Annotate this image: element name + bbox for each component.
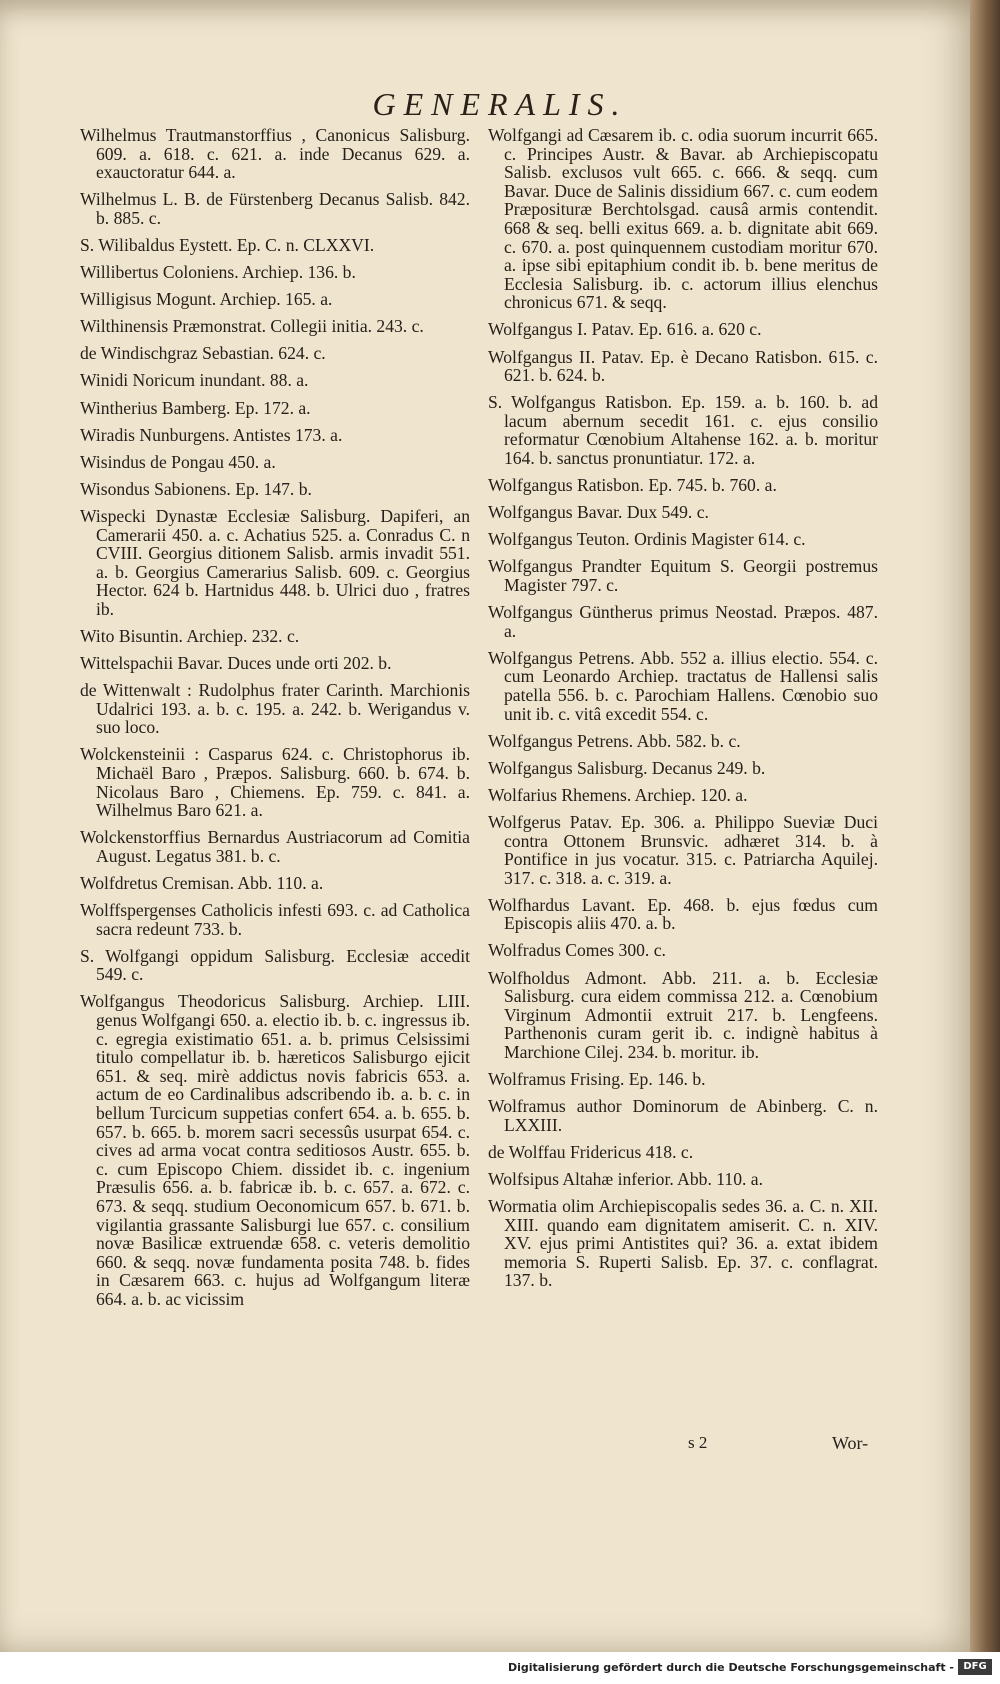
index-entry: Wolfholdus Admont. Abb. 211. a. b. Ecclesiæ Salisburg. cura eidem commissa 212. a. Cœnobium Virginum Admontii extruit 217. b. Lengfeens. Parthenonis curam gerit ib. c. indignè habitus à Marchione Cilej. 234. b. moritur. ib. — [488, 967, 878, 1062]
index-column-left — [80, 126, 470, 1317]
index-entry: Wolfgangus Theodoricus Salisburg. Archiep. LIII. genus Wolfgangi 650. a. electio ib. b. c. ingressus ib. c. egregia existimatio 651. a. b. primus Celsissimi titulo compellatur ib. b. hæreticos Salisburgo ejicit 651. & seq. mirè addictus novis fabricis 653. a. actum de eo Cardinalibus adscribendo ib. a. b. c. in bellum Turcicum suppetias confert 654. a. b. 655. b. 657. b. 665. b. morem sacri secessûs usurpat 654. c. cives ad arma vocat contra seditiosos Austr. 655. b. c. cum Episcopo Chiem. dissidet ib. c. ingenium Præsulis 656. a. b. fabricæ ib. b. c. 657. a. 672. c. 673. & seqq. studium Oeconomicum 657. b. 671. b. vigilantia grassante Salisburgi lue 657. c. consilium novæ Basilicæ extruendæ 658. c. veteris demolitio 660. & seqq. novæ fundamenta posita 748. b. fides in Cæsarem 663. c. hujus ad Wolfgangum literæ 664. a. b. ac vicissim — [80, 991, 470, 1309]
index-entry: Wolfgangus Güntherus primus Neostad. Præpos. 487. a. — [488, 602, 878, 641]
index-entry: de Windischgraz Sebastian. 624. c. — [80, 343, 326, 364]
signature-mark: s 2 — [688, 1433, 708, 1452]
index-entry: Wiradis Nunburgens. Antistes 173. a. — [80, 424, 343, 445]
index-entry: S. Wolfgangus Ratisbon. Ep. 159. a. b. 160. b. ad lacum abernum secedit 161. c. ejus consilio reformatur Cœnobium Altahense 162. a. b. moritur 164. b. sanctus pronuntiatur. 172. a. — [488, 392, 878, 468]
index-entry: Wolframus author Dominorum de Abinberg. C. n. LXXIII. — [488, 1096, 878, 1135]
index-entry: Wolfgangus Salisburg. Decanus 249. b. — [488, 757, 766, 778]
digitization-footer — [0, 1652, 1000, 1684]
index-entry: de Wolffau Fridericus 418. c. — [488, 1141, 694, 1162]
index-entry: Wolfsipus Altahæ inferior. Abb. 110. a. — [488, 1168, 764, 1189]
page-header: GENERALIS. — [372, 86, 628, 122]
index-entry: Wolckensteinii : Casparus 624. c. Christophorus ib. Michaël Baro , Præpos. Salisburg. 660. b. 674. b. Nicolaus Baro , Chiemens. Ep. 759. c. 841. a. Wilhelmus Baro 621. a. — [80, 744, 470, 821]
index-entry: Willigisus Mogunt. Archiep. 165. a. — [80, 289, 333, 310]
index-entry: Willibertus Coloniens. Archiep. 136. b. — [80, 262, 356, 283]
index-entry: de Wittenwalt : Rudolphus frater Carinth. Marchionis Udalrici 193. a. b. c. 195. a. 242. b. Werigandus v. suo loco. — [80, 680, 470, 738]
index-entry: Wito Bisuntin. Archiep. 232. c. — [80, 625, 300, 646]
index-entry: Wolfgangus Prandter Equitum S. Georgii postremus Magister 797. c. — [488, 556, 878, 595]
footer-credit: Digitalisierung gefördert durch die Deutsche Forschungsgemeinschaft - — [507, 1661, 954, 1674]
index-entry: Wintherius Bamberg. Ep. 172. a. — [80, 397, 311, 418]
index-entry: Wolfgangus I. Patav. Ep. 616. a. 620 c. — [488, 319, 762, 340]
index-entry: Wolfarius Rhemens. Archiep. 120. a. — [488, 784, 748, 805]
index-entry: Wilhelmus Trautmanstorffius , Canonicus Salisburg. 609. a. 618. c. 621. a. inde Decanus 629. a. exauctoratur 644. a. — [80, 125, 470, 183]
index-entry: Wisondus Sabionens. Ep. 147. b. — [80, 478, 312, 499]
index-entry: S. Wilibaldus Eystett. Ep. C. n. CLXXVI. — [80, 234, 375, 255]
catchword: Wor- — [832, 1433, 869, 1453]
dfg-logo: DFG — [958, 1659, 992, 1675]
index-entry: Wittelspachii Bavar. Duces unde orti 202. b. — [80, 653, 392, 674]
index-entry: Wolfgangus Ratisbon. Ep. 745. b. 760. a. — [488, 475, 777, 496]
index-entry: Wolfgerus Patav. Ep. 306. a. Philippo Sueviæ Duci contra Ottonem Brunsvic. adhæret 314. b. à Pontifice in jus vocatur. 315. c. Patriarcha Aquilej. 317. c. 318. a. c. 319. a. — [488, 811, 878, 888]
index-entry: S. Wolfgangi oppidum Salisburg. Ecclesiæ accedit 549. c. — [80, 945, 470, 985]
index-entry: Wolckenstorffius Bernardus Austriacorum ad Comitia August. Legatus 381. b. c. — [80, 827, 470, 866]
index-entry: Wolfgangus Petrens. Abb. 552 a. illius electio. 554. c. cum Leonardo Archiep. tractatus de Hallensi salis patella 556. b. c. Parochiam Hallens. Cœnobio suo unit ib. c. vitâ excedit 554. c. — [488, 647, 878, 724]
index-entry: Wolfgangus Bavar. Dux 549. c. — [488, 502, 709, 523]
index-entry: Wilhelmus L. B. de Fürstenberg Decanus Salisb. 842. b. 885. c. — [80, 189, 470, 228]
index-entry: Wolfgangus II. Patav. Ep. è Decano Ratisbon. 615. c. 621. b. 624. b. — [488, 346, 878, 386]
index-entry: Wispecki Dynastæ Ecclesiæ Salisburg. Dapiferi, an Camerarii 450. a. c. Achatius 525. a. Conradus C. n CVIII. Georgius ditionem Salisb. armis invadit 551. a. b. Georgius Camerarius Salisb. 609. c. Georgius Hector. 624 b. Hartnidus 448. b. Ulrici duo , fratres ib. — [80, 505, 470, 619]
index-entry: Wolfgangus Petrens. Abb. 582. b. c. — [488, 730, 741, 751]
index-entry: Wisindus de Pongau 450. a. — [80, 451, 276, 472]
index-entry: Wilthinensis Præmonstrat. Collegii initia. 243. c. — [80, 316, 424, 337]
index-entry: Wolfradus Comes 300. c. — [488, 940, 666, 961]
index-entry: Wolfhardus Lavant. Ep. 468. b. ejus fœdus cum Episcopis aliis 470. a. b. — [488, 894, 878, 934]
index-entry: Wolframus Frising. Ep. 146. b. — [488, 1069, 706, 1090]
index-entry: Wolfdretus Cremisan. Abb. 110. a. — [80, 873, 324, 893]
index-entry: Wolfgangus Teuton. Ordinis Magister 614. c. — [488, 529, 806, 550]
index-entry: Wolfgangi ad Cæsarem ib. c. odia suorum incurrit 665. c. Principes Austr. & Bavar. ab Archiepiscopatu Salisb. exclusos vult 665. c. 666. & seqq. cum Bavar. Duce de Salinis dissidium 667. c. cum eodem Præposituræ Berchtolsgad. causâ armis contendit. 668 & seq. belli exitus 669. a. b. dignitate abit 669. c. 670. a. post quinquennem custodiam moritur 670. a. ipse sibi epitaphium condit ib. b. bene meritus de Ecclesia Salisburg. ib. c. actorum illius elenchus chronicus 671. & seqq. — [488, 125, 878, 313]
page-edge — [970, 0, 1000, 1652]
index-entry: Winidi Noricum inundant. 88. a. — [80, 370, 309, 391]
index-column-right — [488, 126, 878, 1298]
index-entry: Wormatia olim Archiepiscopalis sedes 36. a. C. n. XII. XIII. quando eam dignitatem amiserit. C. n. XIV. XV. ejus primi Antistites qui? 36. a. extat ibidem memoria S. Ruperti Salisb. Ep. 37. c. conflagrat. 137. b. — [488, 1196, 878, 1291]
index-entry: Wolffspergenses Catholicis infesti 693. c. ad Catholica sacra redeunt 733. b. — [80, 900, 470, 939]
